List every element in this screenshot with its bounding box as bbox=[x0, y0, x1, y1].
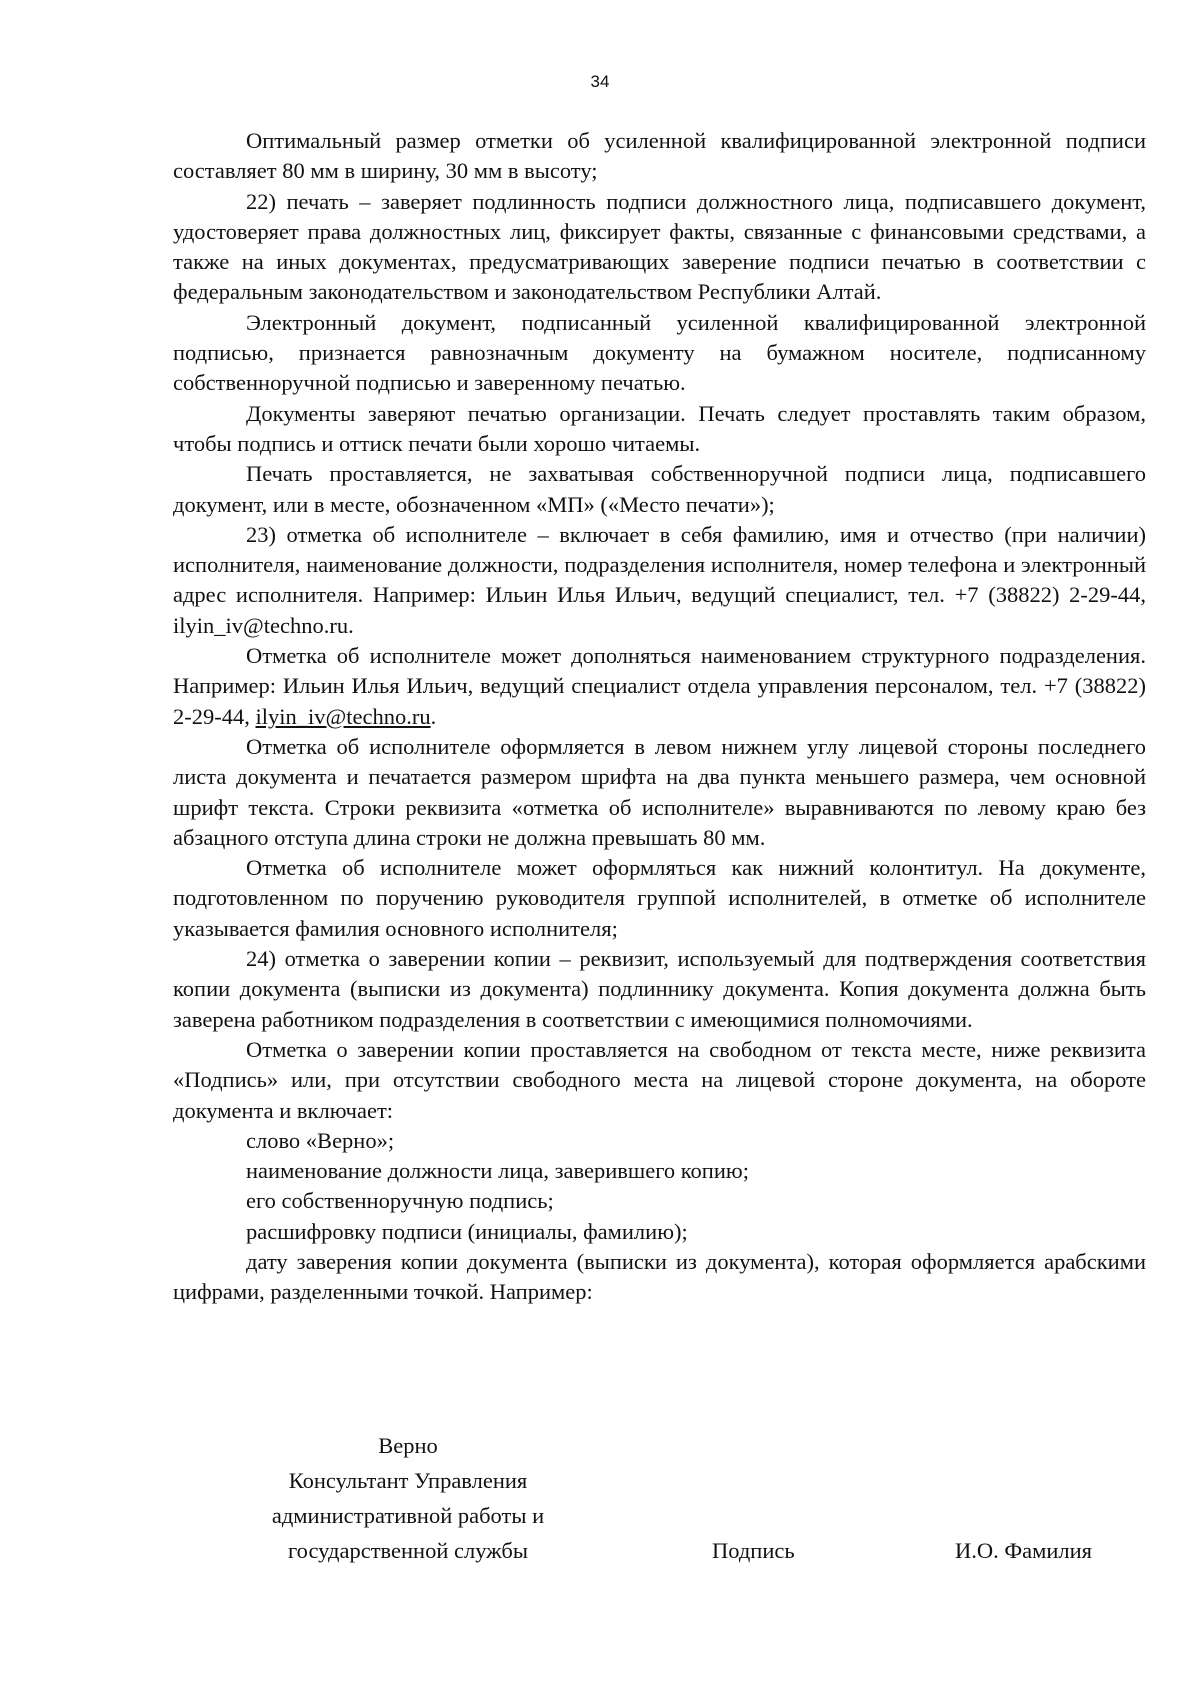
certification-word: Верно bbox=[378, 1433, 438, 1458]
paragraph: Электронный документ, подписанный усиленной квалифицированной электронной подписью, признается равнозначным документу на бумажном носителе, подписанному собственноручной подписью и заверенному печатью. bbox=[173, 309, 1146, 396]
paragraph: Документы заверяют печатью организации. Печать следует проставлять таким образом, чтобы подпись и оттиск печати были хорошо читаемы. bbox=[173, 400, 1146, 456]
signer-name: И.О. Фамилия bbox=[955, 1538, 1093, 1563]
paragraph: Оптимальный размер отметки об усиленной квалифицированной электронной подписи составляет 80 мм в ширину, 30 мм в высоту; bbox=[173, 128, 1146, 184]
paragraph: Отметка об исполнителе может оформляться как нижний колонтитул. На документе, подготовленном по поручению руководителя группой исполнителей, в отметке об исполнителе указывается фамилия основного исполнителя; bbox=[173, 855, 1146, 941]
list-item: наименование должности лица, заверившего копию; bbox=[246, 1158, 749, 1184]
signature-label: Подпись bbox=[712, 1538, 795, 1563]
page-number: 34 bbox=[590, 72, 610, 91]
paragraph-text-end: . bbox=[430, 703, 437, 729]
paragraph: 23) отметка об исполнителе – включает в себя фамилию, имя и отчество (при наличии) исполнителя, наименование должности, подразделения исполнителя, номер телефона и электронный адрес исполнителя. Например: Ильин Илья Ильич, ведущий специалист, тел. +7 (38822) 2-29-44, ilyin_iv@techno.ru. bbox=[173, 521, 1146, 638]
list-item: его собственноручную подпись; bbox=[246, 1188, 554, 1214]
paragraph: Отметка об исполнителе оформляется в левом нижнем углу лицевой стороны последнего листа документа и печатается размером шрифта на два пункта меньшего размера, чем основной шрифт текста. Строки реквизита «отметка об исполнителе» выравниваются по левому краю без абзацного отступа длина строки не должна превышать 80 мм. bbox=[173, 733, 1146, 850]
paragraph-with-email-link bbox=[173, 641, 1146, 732]
position-line: административной работы и bbox=[271, 1503, 545, 1528]
list-item: расшифровку подписи (инициалы, фамилию); bbox=[246, 1218, 688, 1244]
paragraph: Печать проставляется, не захватывая собственноручной подписи лица, подписавшего документ, или в месте, обозначенном «МП» («Место печати»); bbox=[173, 461, 1146, 517]
list-item: слово «Верно»; bbox=[246, 1127, 395, 1153]
position-line: Консультант Управления bbox=[288, 1468, 528, 1493]
certification-position bbox=[243, 1428, 573, 1568]
paragraph: Отметка о заверении копии проставляется на свободном от текста месте, ниже реквизита «Подпись» или, при отсутствии свободного места на лицевой стороне документа, на обороте документа и включает: bbox=[173, 1036, 1146, 1123]
paragraph-text: Отметка об исполнителе может дополняться наименованием структурного подразделения. Например: Ильин Илья Ильич, ведущий специалист отдела управления персоналом, тел. +7 (38822) 2-29-44, bbox=[173, 643, 1146, 729]
email-link[interactable]: ilyin_iv@techno.ru bbox=[255, 703, 431, 729]
document-body bbox=[173, 126, 1146, 1308]
position-line: государственной службы bbox=[288, 1538, 528, 1563]
paragraph: 22) печать – заверяет подлинность подписи должностного лица, подписавшего документ, удостоверяет права должностных лиц, фиксирует факты, связанные с финансовыми средствами, а также на иных документах, предусматривающих заверение подписи печатью в соответствии с федеральным законодательством и законодательством Республики Алтай. bbox=[173, 188, 1146, 305]
paragraph: дату заверения копии документа (выписки из документа), которая оформляется арабскими цифрами, разделенными точкой. Например: bbox=[173, 1248, 1146, 1305]
paragraph: 24) отметка о заверении копии – реквизит, используемый для подтверждения соответствия копии документа (выписки из документа) подлиннику документа. Копия документа должна быть заверена работником подразделения в соответствии с имеющимися полномочиями. bbox=[173, 946, 1146, 1032]
